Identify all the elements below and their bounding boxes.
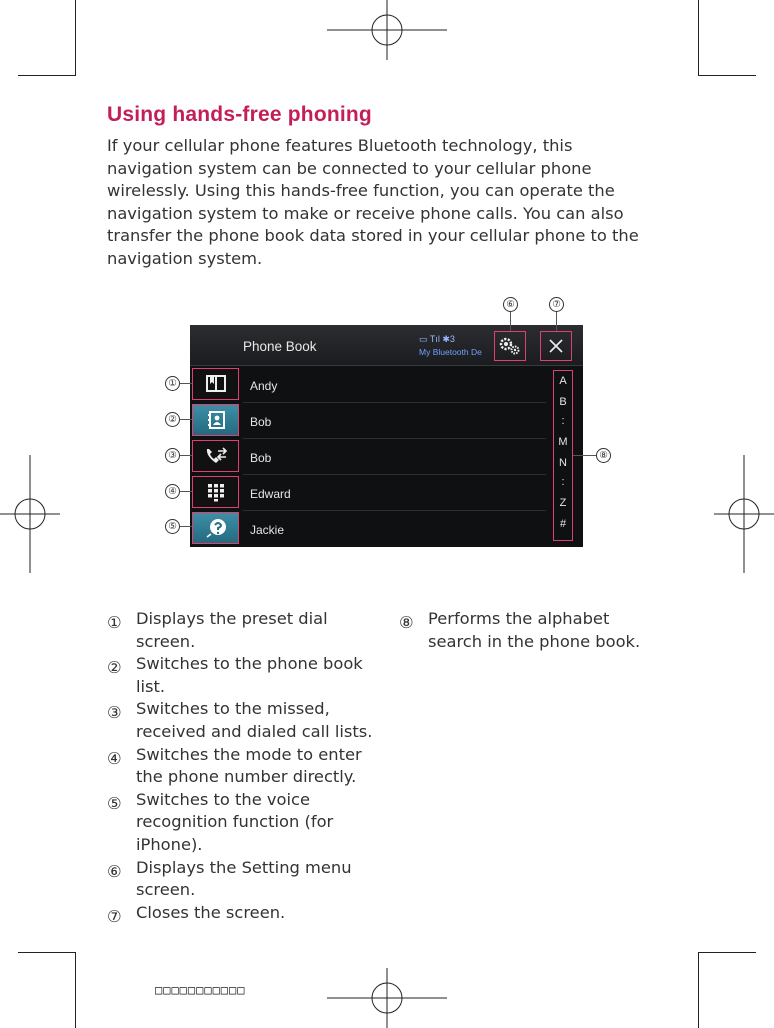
contact-name: Andy xyxy=(250,379,278,393)
keypad-button[interactable] xyxy=(192,476,239,508)
callout-4: ④ xyxy=(165,484,180,499)
settings-gear-icon xyxy=(498,336,522,356)
contact-row[interactable] xyxy=(243,439,546,475)
settings-button[interactable] xyxy=(494,331,526,361)
registration-mark xyxy=(327,0,447,60)
crop-mark xyxy=(698,0,699,76)
legend-item xyxy=(107,653,382,698)
legend-text: Performs the alphabet search in the phone book. xyxy=(428,609,641,651)
contact-row[interactable] xyxy=(243,367,546,403)
contact-row[interactable] xyxy=(243,475,546,511)
callout-leader xyxy=(180,419,192,420)
footer-code: □□□□□□□□□□□ xyxy=(155,983,246,997)
callout-leader xyxy=(180,491,192,492)
legend-item xyxy=(107,744,382,789)
keypad-icon xyxy=(206,482,226,502)
legend-left xyxy=(107,608,382,924)
callout-3: ③ xyxy=(165,448,180,463)
contact-name: Jackie xyxy=(250,523,285,537)
callout-7: ⑦ xyxy=(549,297,564,312)
preset-dial-button[interactable] xyxy=(192,368,239,400)
crop-mark xyxy=(698,952,756,953)
legend-text: Closes the screen. xyxy=(136,902,286,922)
call-history-button[interactable] xyxy=(192,440,239,472)
voice-recognition-icon xyxy=(203,517,229,539)
az-index-letter[interactable]: N xyxy=(559,457,567,469)
callout-6: ⑥ xyxy=(503,297,518,312)
intro-line: navigation system. xyxy=(107,248,263,268)
az-index-letter[interactable]: A xyxy=(559,375,567,387)
legend-number: ① xyxy=(107,613,122,632)
contact-name: Bob xyxy=(250,451,272,465)
callout-leader xyxy=(573,455,596,456)
legend-number: ④ xyxy=(107,748,122,768)
legend-number: ⑧ xyxy=(399,613,414,632)
legend-item xyxy=(107,857,382,902)
legend-number: ⑤ xyxy=(107,793,122,813)
intro-line: wirelessly. Using this hands-free function, you can operate the xyxy=(107,181,615,201)
legend-text: Switches to the missed, received and dialed call lists. xyxy=(136,699,373,741)
legend-text: Displays the Setting menu screen. xyxy=(136,857,352,900)
legend-text: Displays the preset dial screen. xyxy=(136,609,328,651)
intro-line: navigation system can be connected to your cellular phone xyxy=(107,158,592,178)
callout-leader xyxy=(180,455,192,456)
crop-mark xyxy=(18,75,76,76)
az-index-letter[interactable]: M xyxy=(558,436,568,448)
az-index-letter[interactable]: Z xyxy=(559,497,567,509)
call-history-icon xyxy=(204,446,228,466)
registration-mark xyxy=(327,968,447,1028)
legend-item xyxy=(107,789,382,857)
intro-line: If your cellular phone features Bluetooth technology, this xyxy=(107,136,573,155)
intro-line: transfer the phone book data stored in your cellular phone to the xyxy=(107,226,639,246)
contact-row[interactable] xyxy=(243,403,546,439)
preset-dial-icon xyxy=(205,374,227,394)
phone-book-screen xyxy=(190,325,583,547)
callout-2: ② xyxy=(165,412,180,427)
legend-item xyxy=(399,608,659,653)
legend-number: ③ xyxy=(107,703,122,723)
callout-1: ① xyxy=(165,376,180,391)
registration-mark xyxy=(0,455,60,573)
close-icon xyxy=(548,338,564,354)
intro-paragraph xyxy=(107,135,667,271)
intro-line: navigation system to make or receive phone calls. You can also xyxy=(107,203,624,223)
legend-item xyxy=(107,698,382,743)
legend-text: Switches to the voice recognition function (for iPhone). xyxy=(136,789,334,854)
legend-number: ② xyxy=(107,658,122,678)
callout-8: ⑧ xyxy=(596,448,611,463)
callout-leader xyxy=(510,312,511,331)
screen-header xyxy=(190,325,583,366)
callout-5: ⑤ xyxy=(165,519,180,534)
alphabet-search-bar[interactable] xyxy=(553,370,573,541)
legend-number: ⑦ xyxy=(107,906,122,926)
callout-leader xyxy=(180,383,192,384)
legend-right xyxy=(399,608,659,653)
contact-name: Bob xyxy=(250,415,272,429)
registration-mark xyxy=(714,455,774,573)
contact-name: Edward xyxy=(250,487,291,501)
bluetooth-device-name: My Bluetooth De xyxy=(419,347,482,357)
legend-item xyxy=(107,608,382,653)
crop-mark xyxy=(75,952,76,1028)
crop-mark xyxy=(698,75,756,76)
callout-leader xyxy=(180,526,192,527)
crop-mark xyxy=(698,952,699,1028)
phone-book-icon xyxy=(205,410,227,430)
az-index-letter[interactable]: # xyxy=(559,518,567,530)
close-button[interactable] xyxy=(540,331,572,361)
az-index-letter: : xyxy=(561,476,565,488)
status-indicators: ▭ Tıl ✱3 xyxy=(419,334,455,344)
legend-number: ⑥ xyxy=(107,861,122,881)
voice-recognition-button[interactable] xyxy=(192,512,239,544)
crop-mark xyxy=(75,0,76,76)
az-index-letter: : xyxy=(561,415,565,427)
legend-text: Switches the mode to enter the phone number directly. xyxy=(136,744,362,787)
crop-mark xyxy=(18,952,76,953)
screen-title: Phone Book xyxy=(243,339,317,354)
section-title: Using hands-free phoning xyxy=(107,103,372,126)
legend-text: Switches to the phone book list. xyxy=(136,654,363,696)
legend-item xyxy=(107,902,382,925)
contact-row[interactable] xyxy=(243,511,546,547)
callout-leader xyxy=(556,312,557,331)
phone-book-button[interactable] xyxy=(192,404,239,436)
az-index-letter[interactable]: B xyxy=(559,396,567,408)
